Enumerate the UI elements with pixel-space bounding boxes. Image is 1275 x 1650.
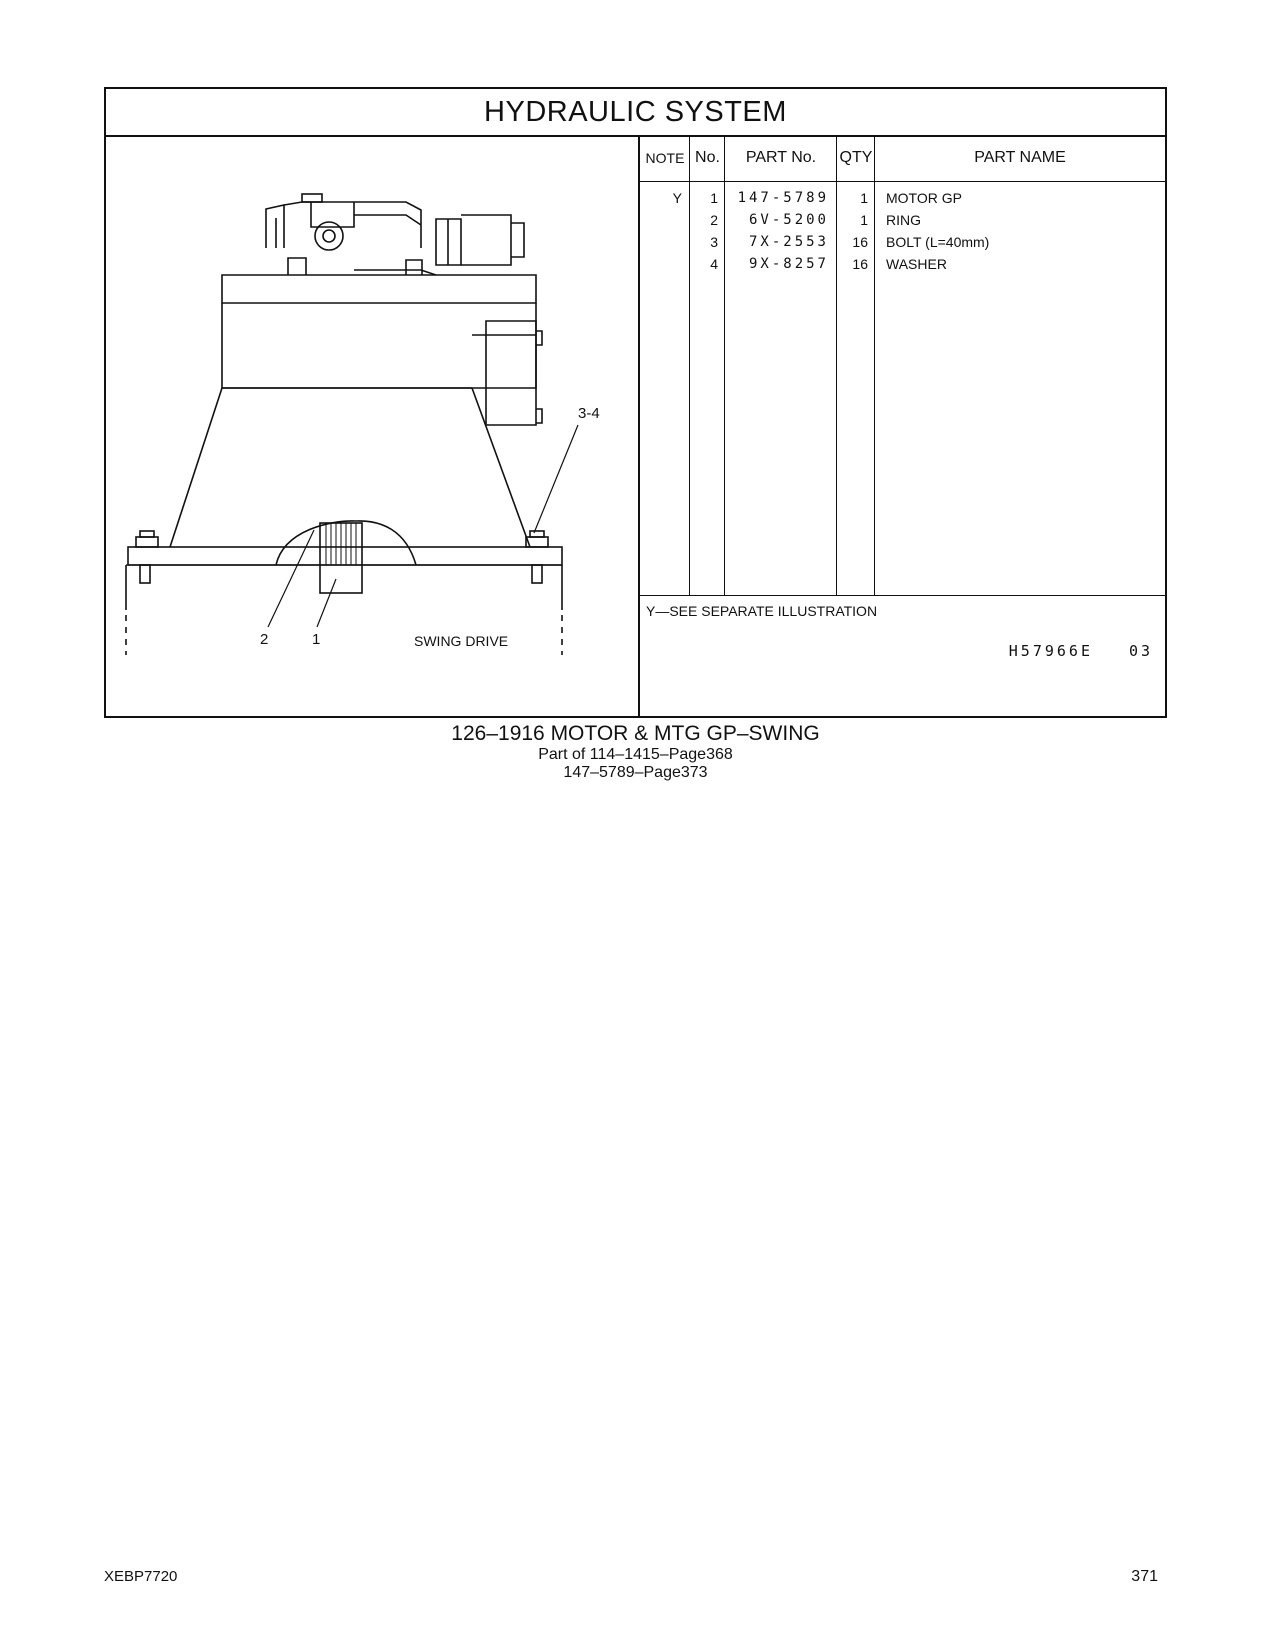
row-qty: 16 xyxy=(852,234,868,250)
row-qty: 1 xyxy=(860,190,868,206)
swing-drive-label: SWING DRIVE xyxy=(414,633,509,649)
row-qty: 16 xyxy=(852,256,868,272)
group-parent-ref: Part of 114–1415–Page368 xyxy=(538,746,733,763)
row-qty: 1 xyxy=(860,212,868,228)
illustration-ref-rev: 03 xyxy=(1128,642,1153,660)
header-note: NOTE xyxy=(645,150,685,166)
illustration-ref-code: H57966E xyxy=(1008,642,1093,660)
table-footnote-area xyxy=(640,595,1165,717)
row-no: 4 xyxy=(710,256,718,272)
row-part-name: RING xyxy=(886,212,921,228)
row-part-no: 9X-8257 xyxy=(748,256,829,272)
header-part-name: PART NAME xyxy=(974,149,1066,166)
group-title: 126–1916 MOTOR & MTG GP–SWING xyxy=(451,722,820,745)
exploded-illustration xyxy=(106,135,640,718)
row-no: 3 xyxy=(710,234,718,250)
parts-table xyxy=(640,135,1165,718)
group-child-ref: 147–5789–Page373 xyxy=(563,764,708,781)
section-title-bar xyxy=(106,89,1165,137)
row-part-no: 6V-5200 xyxy=(748,212,829,228)
parts-frame xyxy=(104,87,1167,718)
section-title: HYDRAULIC SYSTEM xyxy=(484,96,787,128)
row-part-no: 7X-2553 xyxy=(748,234,829,250)
row-part-name: BOLT (L=40mm) xyxy=(886,234,990,250)
swing-drive-drawing xyxy=(106,135,638,718)
group-caption xyxy=(104,722,1167,782)
header-part-no: PART No. xyxy=(745,149,817,166)
page-number: 371 xyxy=(1131,1568,1158,1585)
callout-2: 2 xyxy=(260,631,269,648)
callout-3-4: 3-4 xyxy=(578,405,600,422)
header-qty: QTY xyxy=(839,149,873,166)
row-no: 2 xyxy=(710,212,718,228)
footnote-text: Y—SEE SEPARATE ILLUSTRATION xyxy=(646,603,878,619)
row-part-no: 147-5789 xyxy=(737,190,829,206)
row-part-name: WASHER xyxy=(886,256,947,272)
callout-1: 1 xyxy=(312,631,321,648)
document-id: XEBP7720 xyxy=(104,1568,178,1585)
row-note: Y xyxy=(672,190,682,206)
header-no: No. xyxy=(695,149,720,166)
row-no: 1 xyxy=(710,190,718,206)
row-part-name: MOTOR GP xyxy=(886,190,962,206)
